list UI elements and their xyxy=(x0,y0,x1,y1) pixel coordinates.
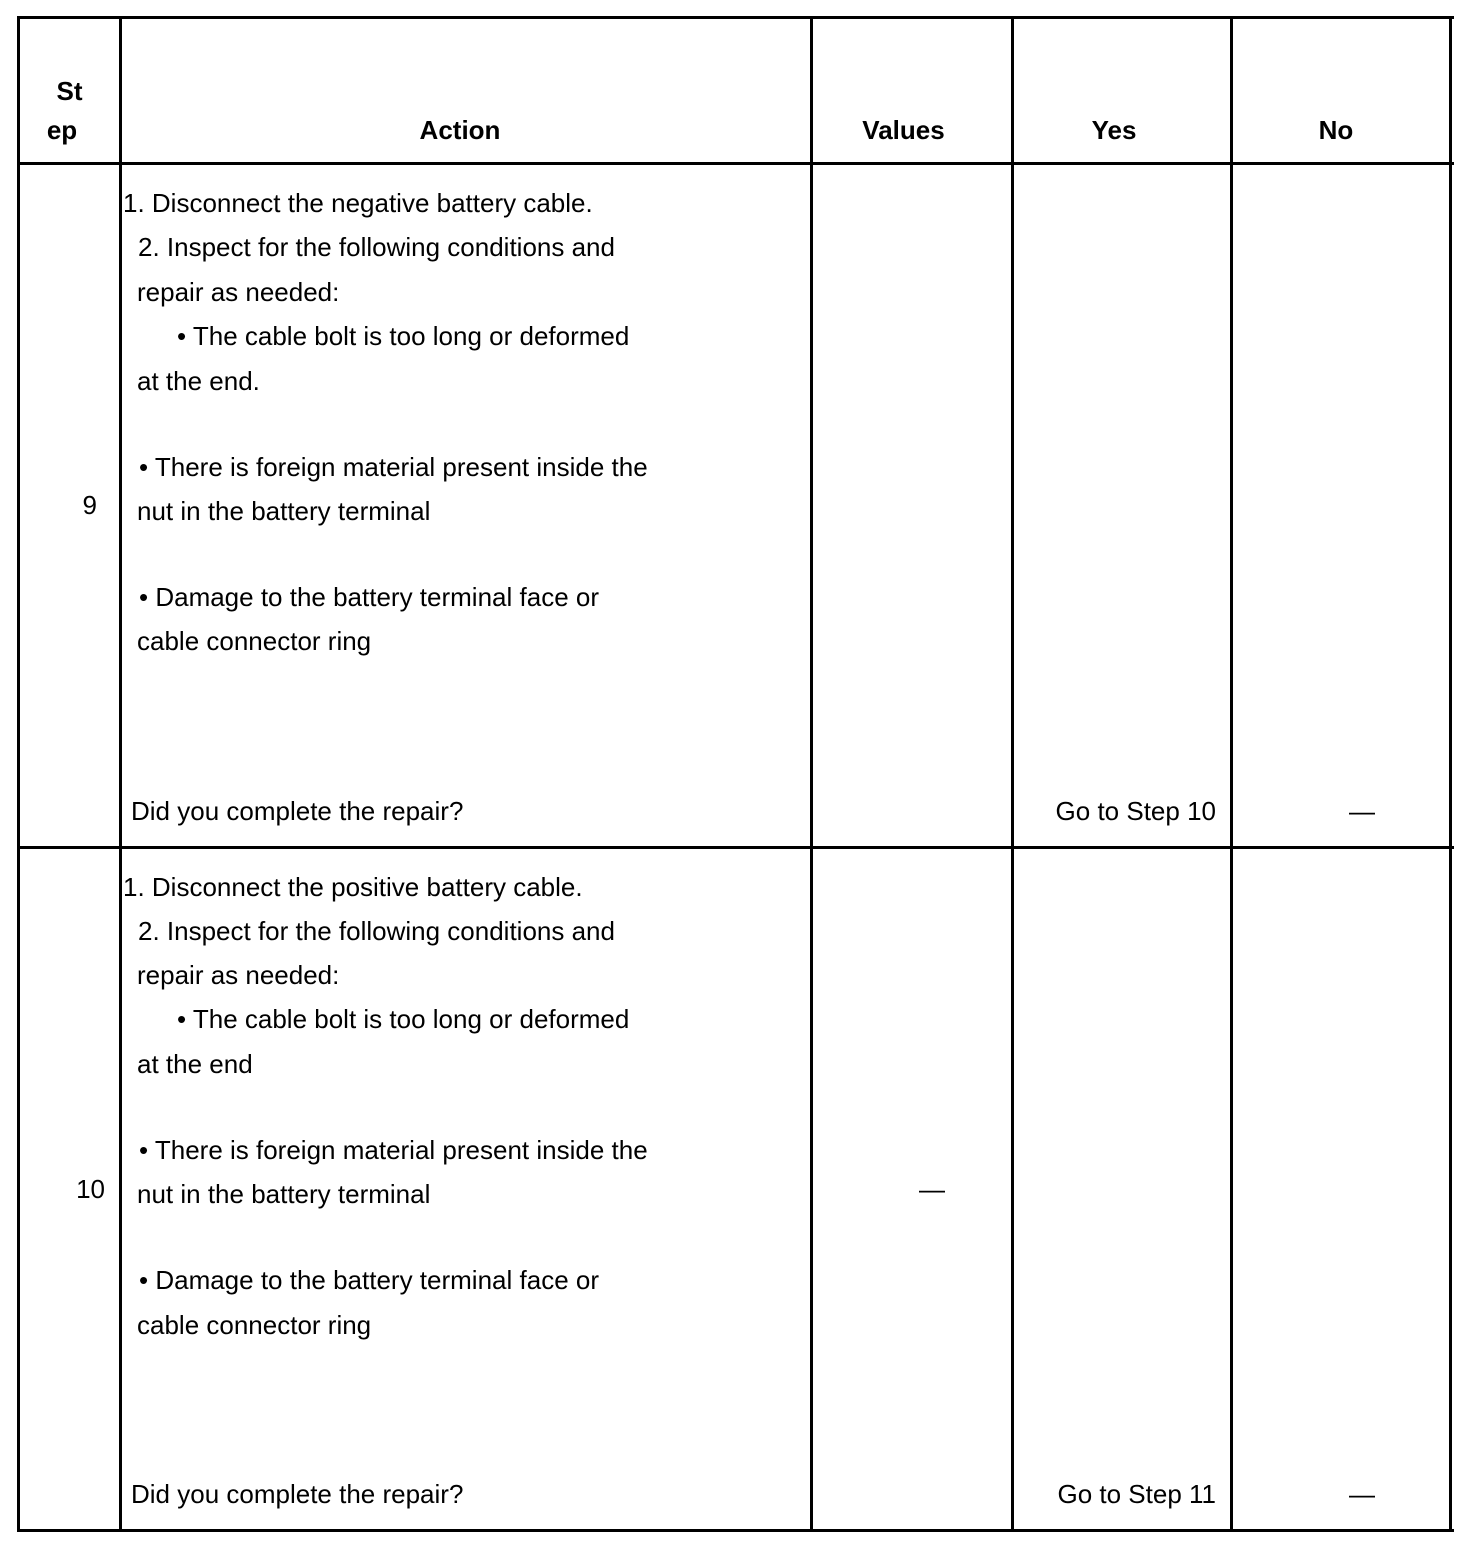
row9-question: Did you complete the repair? xyxy=(131,796,464,826)
row10-bullet2-line2: nut in the battery terminal xyxy=(137,1179,431,1209)
row9-action-line3: repair as needed: xyxy=(137,277,340,307)
row9-bullet1-line2: at the end. xyxy=(137,366,260,396)
table-border-top xyxy=(17,16,1454,19)
header-values: Values xyxy=(862,115,945,145)
step-number-9: 9 xyxy=(82,490,97,520)
row9-action-line1: 1. Disconnect the negative battery cable. xyxy=(123,188,593,218)
row10-bullet3-line2: cable connector ring xyxy=(137,1310,372,1340)
row10-action-line2: 2. Inspect for the following conditions and xyxy=(138,916,615,946)
header-yes: Yes xyxy=(1091,115,1137,145)
row10-values: — xyxy=(919,1174,945,1204)
row10-bullet1-line2: at the end xyxy=(137,1049,253,1079)
row9-bullet1-line1: • The cable bolt is too long or deformed xyxy=(177,321,630,351)
row9-action-line2: 2. Inspect for the following conditions and xyxy=(138,232,615,262)
column-divider-step-action xyxy=(119,16,122,1532)
header-no: No xyxy=(1318,115,1354,145)
row-divider xyxy=(17,846,1454,849)
row9-yes: Go to Step 10 xyxy=(1055,796,1216,826)
row9-bullet3-line2: cable connector ring xyxy=(137,626,372,656)
row10-yes: Go to Step 11 xyxy=(1057,1479,1216,1509)
header-divider xyxy=(17,162,1454,165)
header-step-line2: ep xyxy=(46,115,78,145)
row10-action-line1: 1. Disconnect the positive battery cable. xyxy=(123,872,583,902)
row9-bullet2-line2: nut in the battery terminal xyxy=(137,496,431,526)
row10-question: Did you complete the repair? xyxy=(131,1479,464,1509)
column-divider-yes-no xyxy=(1230,16,1233,1532)
column-divider-values-yes xyxy=(1011,16,1014,1532)
row10-bullet2-line1: • There is foreign material present inside the xyxy=(139,1135,648,1165)
row10-bullet1-line1: • The cable bolt is too long or deformed xyxy=(177,1004,630,1034)
diagnostic-table xyxy=(17,16,1454,1532)
table-border-right xyxy=(1449,16,1452,1532)
step-number-10: 10 xyxy=(76,1174,105,1204)
table-border-bottom xyxy=(17,1529,1454,1532)
row10-bullet3-line1: • Damage to the battery terminal face or xyxy=(139,1265,599,1295)
header-action: Action xyxy=(419,115,501,145)
row10-no: — xyxy=(1349,1479,1375,1509)
header-step-line1: St xyxy=(56,76,83,106)
row9-no: — xyxy=(1349,796,1375,826)
row9-bullet3-line1: • Damage to the battery terminal face or xyxy=(139,582,599,612)
row10-action-line3: repair as needed: xyxy=(137,960,340,990)
row9-bullet2-line1: • There is foreign material present inside the xyxy=(139,452,648,482)
table-border-left xyxy=(17,16,20,1532)
column-divider-action-values xyxy=(810,16,813,1532)
